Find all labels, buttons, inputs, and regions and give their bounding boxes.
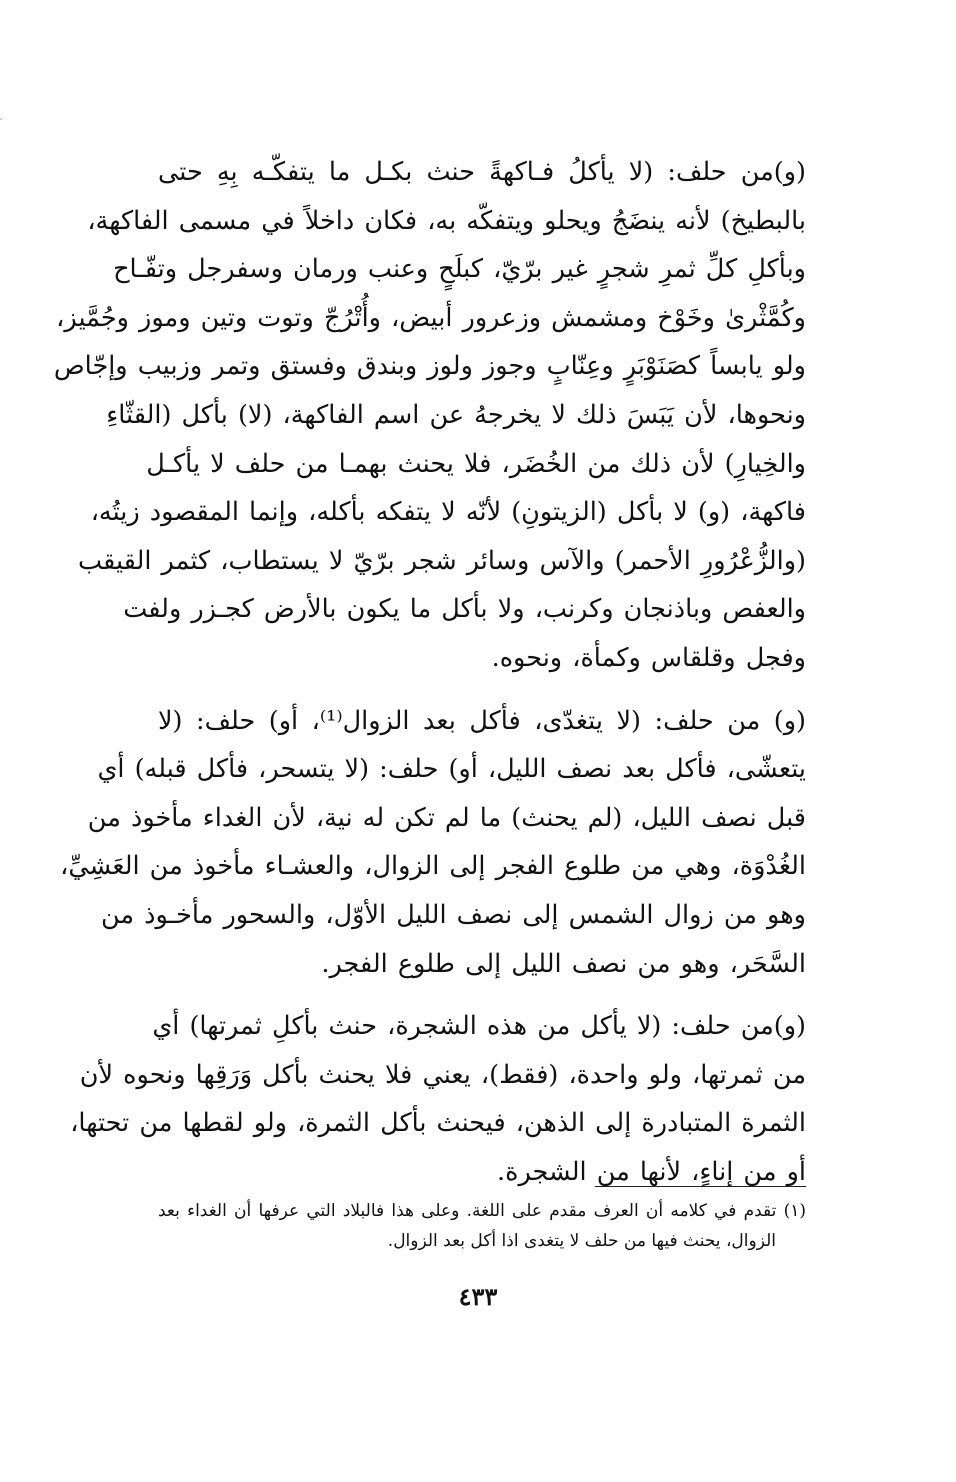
footnote <box>158 1196 806 1256</box>
text-line: والعفص وباذنجان وكرنب، ولا بأكل ما يكون بالأرض كجـزر ولفت <box>123 594 806 625</box>
text-line: فاكهة، (و) لا بأكل (الزيتونِ) لأنّه لا يتفكه بأكله، وإنما المقصود زيتُه، <box>90 497 806 528</box>
footnote-line: الزوال، يحنث فيها من حلف لا يتغدى اذا أكل بعد الزوال. <box>387 1231 776 1251</box>
text-line: ولو يابساً كصَنَوْبَرٍ وعِنّابٍ وجوز ولوز وبندق وفستق وتمر وزبيب وإجّاص <box>53 351 806 382</box>
text-line: (والزُّعْرُورِ الأحمر) والآس وسائر شجر برّيّ لا يستطاب، كثمر القيقب <box>78 545 806 576</box>
text-line: وهو من زوال الشمس إلى نصف الليل الأوّل، والسحور مأخـوذ من <box>100 899 806 930</box>
footnote-divider <box>595 1186 806 1187</box>
text-line: قبل نصف الليل، (لم يحنث) ما لم تكن له نية، لأن الغداء مأخوذ من <box>87 802 806 833</box>
scan-speck <box>0 118 2 120</box>
paragraph-fruit-oath <box>53 148 806 683</box>
text-line: (و)من حلف: (لا يأكلُ فـاكهةً حنث بكـل ما يتفكّـه بِهِ حتى <box>158 157 806 187</box>
paragraph-tree-oath <box>70 1002 806 1196</box>
text-line: (و) من حلف: (لا يتغدّى، فأكل بعد الزوال⁽¹⁾، أو) حلف: (لا <box>158 705 807 736</box>
text-line: من ثمرتها، ولو واحدة، (فقط)، يعني فلا يحنث بأكل وَرَقِها ونحوه لأن <box>79 1059 806 1090</box>
text-line: السَّحَر، وهو من نصف الليل إلى طلوع الفجر. <box>321 948 806 979</box>
text-line: وبأكلِ كلِّ ثمرِ شجرٍ غير برّيّ، كبلَحٍ وعنب ورمان وسفرجل وتفّـاح <box>113 254 806 285</box>
text-line: يتعشّى، فأكل بعد نصف الليل، أو) حلف: (لا يتسحر، فأكل قبله) أي <box>97 754 806 785</box>
text-line: بالبطيخ) لأنه ينضَجُ ويحلو ويتفكّه به، فكان داخلاً في مسمى الفاكهة، <box>87 205 806 236</box>
footnote-line: (١) تقدم في كلامه أن العرف مقدم على اللغة. وعلى هذا فالبلاد التي عرفها أن الغداء بعد <box>158 1201 806 1221</box>
text-line: (و)من حلف: (لا يأكل من هذه الشجرة، حنث بأكلِ ثمرتها) أي <box>152 1011 806 1042</box>
page-number: ٤٣٣ <box>458 1282 498 1311</box>
text-line: وفجل وقلقاس وكمأة، ونحوه. <box>491 642 806 673</box>
text-line: ونحوها، لأن يَبَسَ ذلك لا يخرجهُ عن اسم الفاكهة، (لا) بأكل (القثّاءِ <box>106 399 806 430</box>
text-line: وكُمَّثْرىٰ وخَوْخ ومشمش وزعرور أبيض، وأُتْرُجّ وتوت وتين وموز وجُمَّيز، <box>56 302 806 333</box>
text-line: الثمرة المتبادرة إلى الذهن، فيحنث بأكل الثمرة، ولو لقطها من تحتها، <box>70 1108 806 1139</box>
text-line: والخِيارِ) لأن ذلك من الخُضَر، فلا يحنث بهمـا من حلف لا يأكـل <box>146 448 806 479</box>
text-line: الغُدْوَة، وهي من طلوع الفجر إلى الزوال، والعشـاء مأخوذ من العَشِيِّ، <box>60 851 806 882</box>
text-line: أو من إناءٍ، لأنها من الشجرة. <box>496 1156 806 1187</box>
paragraph-meal-oath <box>60 697 807 989</box>
page-body <box>53 148 807 1210</box>
